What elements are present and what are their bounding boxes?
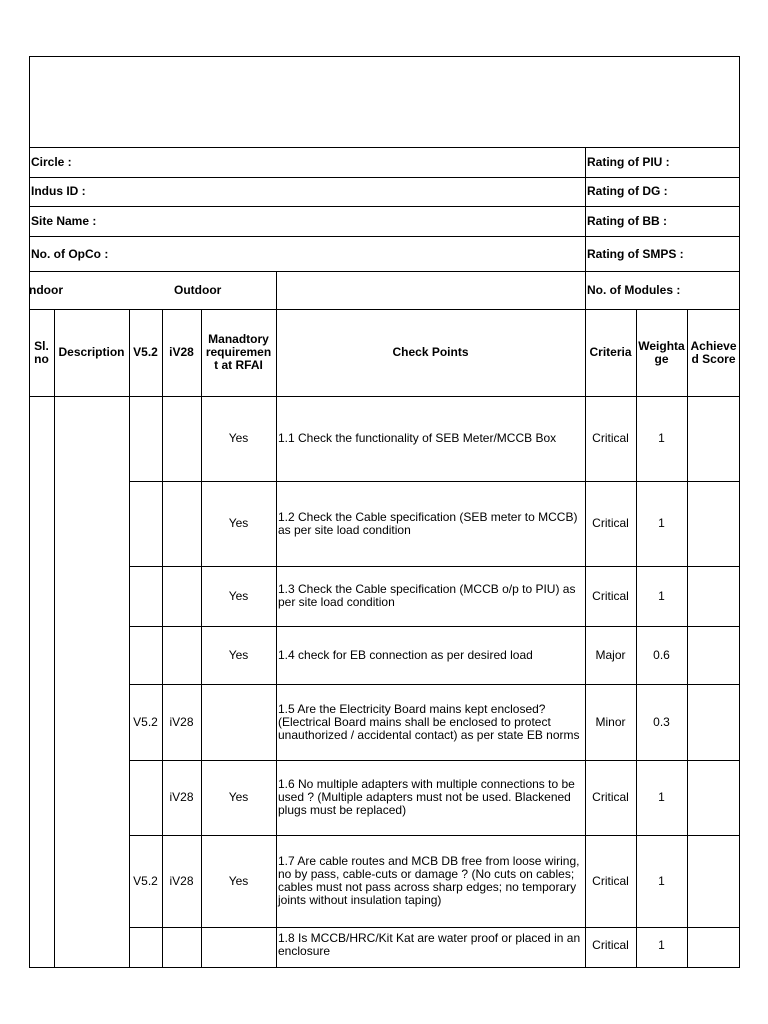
divider [29, 271, 740, 272]
row6-iv28: iV28 [169, 790, 194, 804]
row7-mandatory: Yes [228, 873, 249, 888]
row3-mandatory: Yes [228, 588, 249, 603]
row4-mandatory: Yes [228, 647, 249, 662]
row7-criteria: Critical [592, 873, 629, 888]
rating-dg-label: Rating of DG : [587, 184, 668, 198]
col-header-iv28: iV28 [169, 345, 194, 359]
circle-label: Circle : [31, 155, 72, 169]
row2-checkpoint: 1.2 Check the Cable specification (SEB meter to MCCB) as per site load condition [278, 509, 578, 537]
row6-mandatory: Yes [228, 790, 249, 804]
row5-weight: 0.3 [653, 714, 670, 729]
row7-iv28: iV28 [169, 873, 194, 888]
row2-weight: 1 [658, 516, 665, 530]
row7-v52: V5.2 [133, 873, 158, 888]
row1-weight: 1 [658, 431, 665, 445]
row1-mandatory: Yes [228, 431, 249, 445]
row5-checkpoint: 1.5 Are the Electricity Board mains kept enclosed? (Electrical Board mains shall be enclosed to protect unauthorized / accidental contact) as per state EB norms [278, 701, 580, 742]
row8-checkpoint: 1.8 Is MCCB/HRC/Kit Kat are water proof or placed in an enclosure [278, 931, 581, 958]
row5-criteria: Minor [595, 714, 626, 729]
col-header-checkpoints: Check Points [392, 345, 469, 359]
row4-checkpoint: 1.4 check for EB connection as per desired load [278, 647, 533, 662]
col-header-mandatory: Manadtory requiremen t at RFAI [205, 332, 272, 372]
row4-criteria: Major [595, 647, 626, 662]
col-header-achieved: Achieve d Score [690, 338, 737, 366]
column-divider [54, 309, 55, 968]
indoor-label: ndoor [29, 283, 63, 297]
outdoor-label: Outdoor [174, 283, 222, 297]
row3-criteria: Critical [592, 588, 629, 603]
row6-weight: 1 [658, 790, 665, 804]
divider [29, 147, 740, 148]
divider [29, 206, 740, 207]
col-header-v52: V5.2 [133, 345, 158, 359]
modules-label: No. of Modules : [587, 283, 681, 297]
col-header-description: Description [58, 345, 125, 359]
row1-checkpoint: 1.1 Check the functionality of SEB Meter/MCCB Box [278, 431, 557, 445]
row7-checkpoint: 1.7 Are cable routes and MCB DB free from loose wiring, no by pass, cable-cuts or damage ? (No cuts on cables; cables must not pass across sharp edges; no temporary joints without insulation taping) [278, 854, 580, 907]
opco-label: No. of OpCo : [31, 247, 109, 261]
row5-v52: V5.2 [133, 714, 158, 729]
col-header-weightage: Weighta ge [638, 338, 685, 366]
row5-iv28: iV28 [169, 714, 194, 729]
row6-criteria: Critical [592, 790, 629, 804]
row3-checkpoint: 1.3 Check the Cable specification (MCCB o/p to PIU) as per site load condition [278, 582, 576, 609]
rating-smps-label: Rating of SMPS : [587, 247, 684, 261]
row8-weight: 1 [658, 937, 665, 952]
row3-weight: 1 [658, 588, 665, 603]
divider [29, 177, 740, 178]
col-header-slno: Sl. no [34, 338, 49, 366]
indus-id-label: Indus ID : [31, 184, 86, 198]
rating-piu-label: Rating of PIU : [587, 155, 670, 169]
row2-criteria: Critical [592, 516, 629, 530]
row2-mandatory: Yes [228, 516, 249, 530]
rating-bb-label: Rating of BB : [587, 214, 667, 228]
row1-criteria: Critical [592, 431, 629, 445]
row4-weight: 0.6 [653, 647, 670, 662]
row7-weight: 1 [658, 873, 665, 888]
site-name-label: Site Name : [31, 214, 97, 228]
divider [585, 147, 586, 309]
divider [29, 236, 740, 237]
divider [276, 271, 277, 309]
row6-checkpoint: 1.6 No multiple adapters with multiple connections to be used ? (Multiple adapters must not be used. Blackened plugs must be replaced) [278, 777, 575, 817]
row8-criteria: Critical [592, 937, 629, 952]
column-divider [687, 309, 688, 968]
col-header-criteria: Criteria [589, 345, 632, 359]
